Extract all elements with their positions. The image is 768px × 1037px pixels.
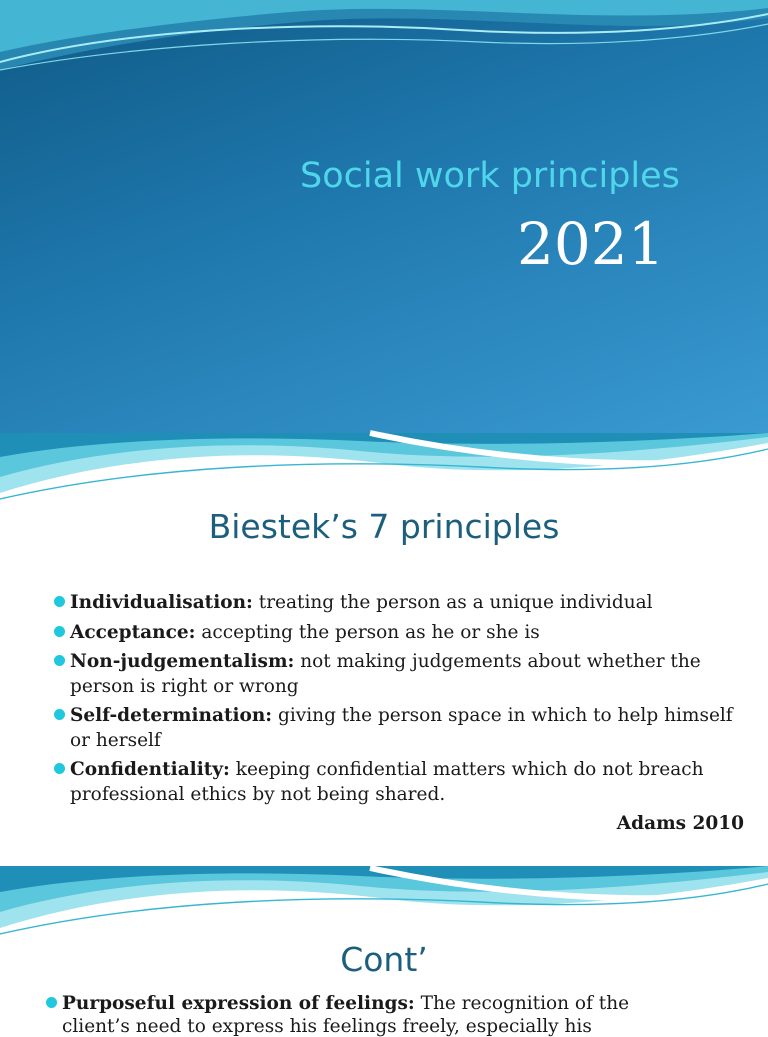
principles-list [44,992,764,1017]
principles-slide [0,433,768,866]
wave-decoration [0,433,768,508]
presentation-title: Social work principles [300,156,680,196]
list-item: Purposeful expression of feelings: The recognition of the [44,992,764,1017]
presentation-year: 2021 [517,210,665,278]
principles-list [52,591,752,812]
list-item: Self-determination: giving the person space in which to help himself or herself [52,704,752,753]
slide-heading: Biestek’s 7 principles [208,507,560,546]
wave-decoration [0,866,768,941]
bullet-dot-icon [54,596,65,607]
list-item: Confidentiality: keeping confidential matters which do not breach professional ethics by not being shared. [52,758,752,807]
wave-decoration [0,0,768,90]
list-item: Individualisation: treating the person as a unique individual [52,591,752,616]
title-slide [0,0,768,433]
list-item: Acceptance: accepting the person as he or she is [52,621,752,646]
bullet-dot-icon [46,997,57,1008]
bullet-dot-icon [54,763,65,774]
list-item: Non-judgementalism: not making judgements about whether the person is right or wrong [52,650,752,699]
slide-heading: Cont’ [340,940,428,979]
bullet-dot-icon [54,709,65,720]
bullet-dot-icon [54,655,65,666]
bullet-dot-icon [54,626,65,637]
continuation-slide [0,866,768,1037]
citation: Adams 2010 [616,813,744,834]
cutoff-text-line: client’s need to express his feelings freely, especially his [62,1016,592,1037]
